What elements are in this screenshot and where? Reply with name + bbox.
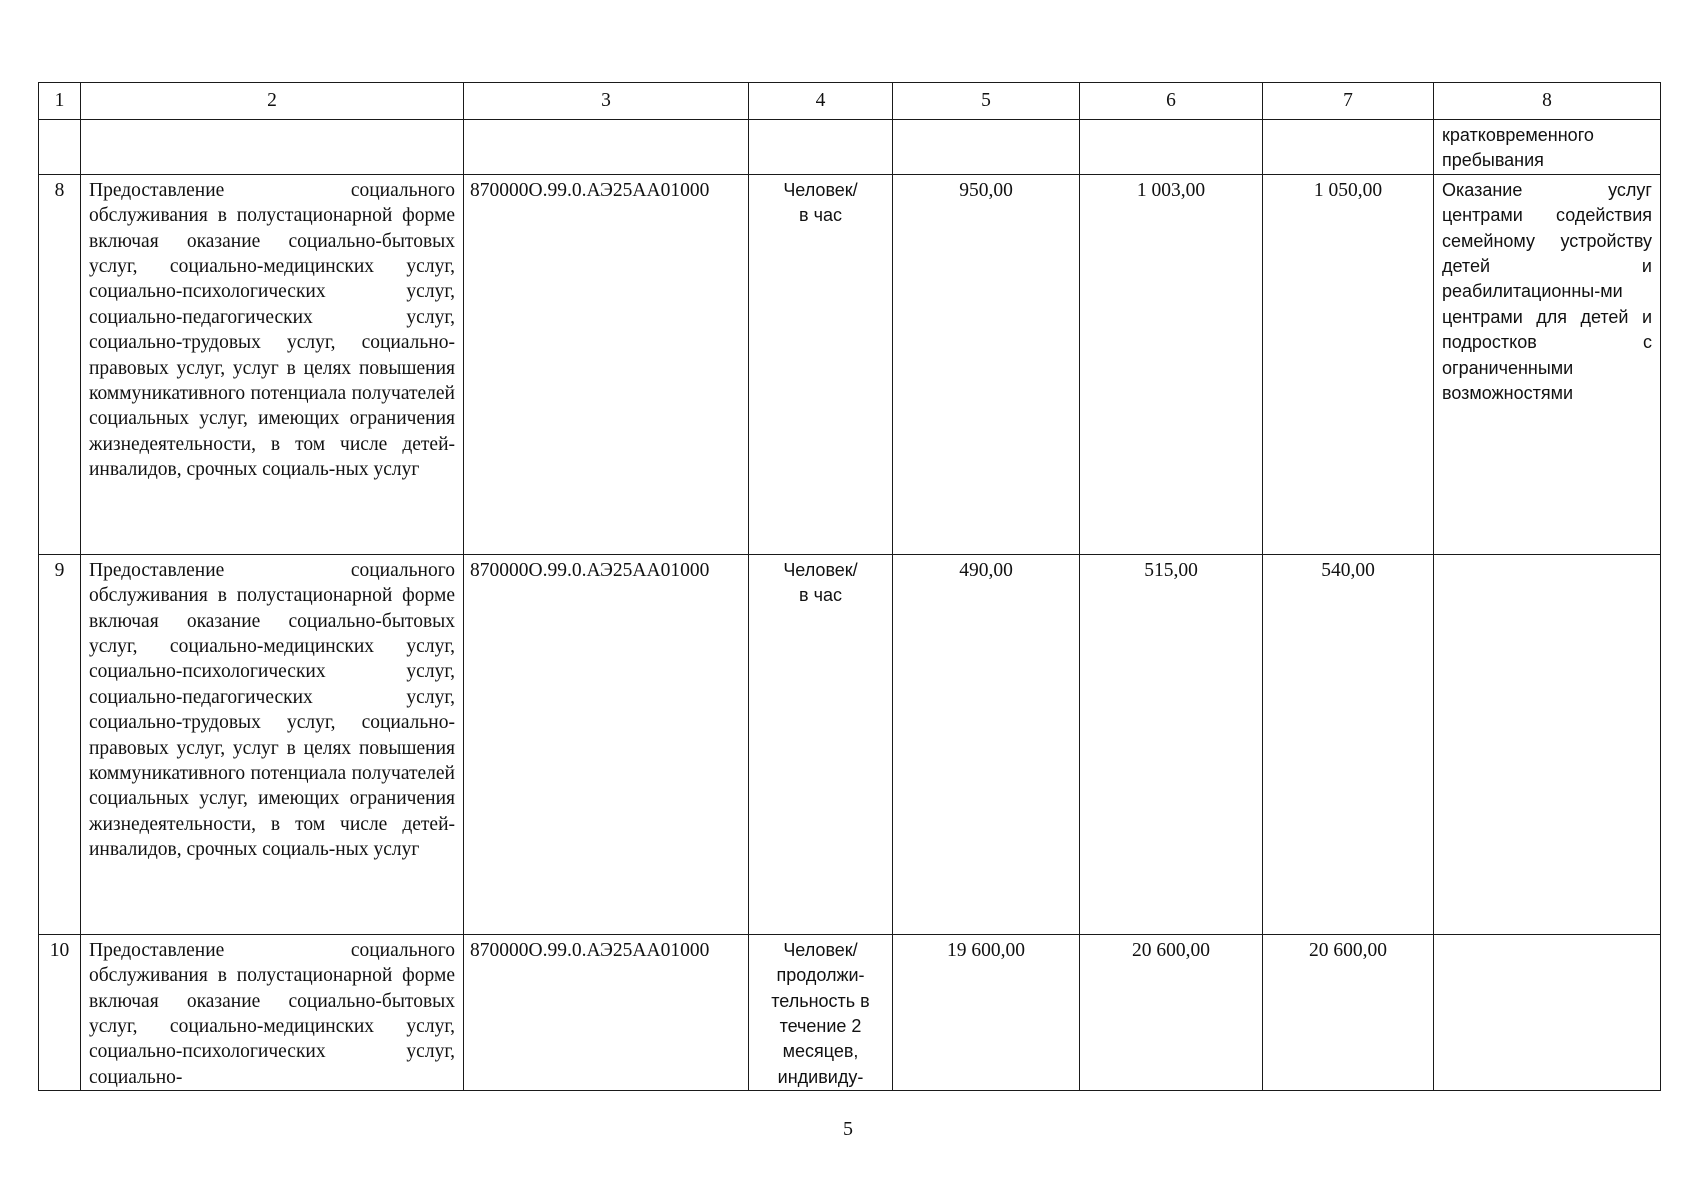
header-col-6: 6 [1080, 83, 1263, 120]
cell-empty [464, 120, 749, 175]
table-header-row [39, 83, 1661, 120]
cell-value-7: 1 050,00 [1263, 174, 1434, 554]
cell-empty [749, 120, 893, 175]
cell-service-name: Предоставление социального обслуживания в полустационарной форме включая оказание социально-бытовых услуг, социально-медицинских услуг, социально-психологических услуг, социально-педагогических услуг, социально-трудовых услуг, социально-правовых услуг, услуг в целях повышения коммуникативного потенциала получателей социальных услуг, имеющих ограничения жизнедеятельности, в том числе детей-инвалидов, срочных социаль-ных услуг [81, 554, 464, 934]
cell-value-6: 515,00 [1080, 554, 1263, 934]
cell-service-code: 870000О.99.0.АЭ25АА01000 [464, 554, 749, 934]
cell-note: Оказание услуг центрами содействия семейному устройству детей и реабилитационны-ми центрами для детей и подростков с ограниченными возможностями [1434, 174, 1661, 554]
cell-service-name: Предоставление социального обслуживания в полустационарной форме включая оказание социально-бытовых услуг, социально-медицинских услуг, социально-психологических услуг, социально- [81, 934, 464, 1090]
cell-service-code: 870000О.99.0.АЭ25АА01000 [464, 934, 749, 1090]
cell-unit: Человек/ в час [749, 554, 893, 934]
header-col-4: 4 [749, 83, 893, 120]
cell-service-name: Предоставление социального обслуживания в полустационарной форме включая оказание социально-бытовых услуг, социально-медицинских услуг, социально-психологических услуг, социально-педагогических услуг, социально-трудовых услуг, социально-правовых услуг, услуг в целях повышения коммуникативного потенциала получателей социальных услуг, имеющих ограничения жизнедеятельности, в том числе детей-инвалидов, срочных социаль-ных услуг [81, 174, 464, 554]
header-col-1: 1 [39, 83, 81, 120]
cell-row-number: 9 [39, 554, 81, 934]
table-row-continuation [39, 120, 1661, 175]
cell-value-6: 20 600,00 [1080, 934, 1263, 1090]
cell-unit: Человек/ в час [749, 174, 893, 554]
cell-value-5: 490,00 [893, 554, 1080, 934]
cell-empty [1080, 120, 1263, 175]
cell-row-number: 8 [39, 174, 81, 554]
cell-service-code: 870000О.99.0.АЭ25АА01000 [464, 174, 749, 554]
cell-empty [1263, 120, 1434, 175]
cell-empty [893, 120, 1080, 175]
table-row [39, 934, 1661, 1090]
cell-value-7: 540,00 [1263, 554, 1434, 934]
table-row [39, 554, 1661, 934]
header-col-5: 5 [893, 83, 1080, 120]
cell-value-7: 20 600,00 [1263, 934, 1434, 1090]
header-col-8: 8 [1434, 83, 1661, 120]
cell-empty [39, 120, 81, 175]
header-col-2: 2 [81, 83, 464, 120]
cell-row-number: 10 [39, 934, 81, 1090]
cell-note: кратковременного пребывания [1434, 120, 1661, 175]
cell-value-5: 19 600,00 [893, 934, 1080, 1090]
cell-value-6: 1 003,00 [1080, 174, 1263, 554]
cell-empty [81, 120, 464, 175]
header-col-3: 3 [464, 83, 749, 120]
page-number: 5 [843, 1118, 853, 1140]
cell-value-5: 950,00 [893, 174, 1080, 554]
cell-unit: Человек/ продолжи- тельность в течение 2 месяцев, индивиду- [749, 934, 893, 1090]
header-col-7: 7 [1263, 83, 1434, 120]
table-row [39, 174, 1661, 554]
services-table [38, 82, 1661, 1091]
cell-note [1434, 554, 1661, 934]
cell-note [1434, 934, 1661, 1090]
